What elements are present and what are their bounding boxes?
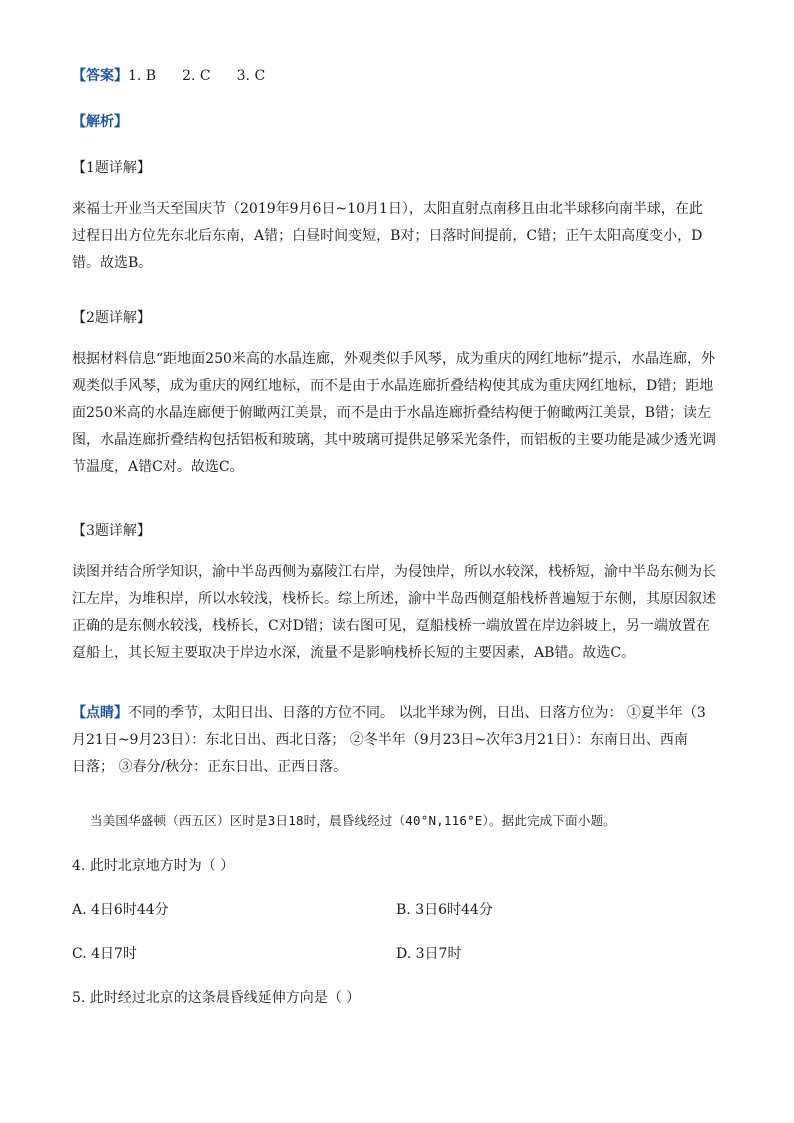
tip-line-1: 【点睛】不同的季节，太阳日出、日落的方位不同。 以北半球为例，日出、日落方位为： ①夏半年（3 (72, 705, 706, 721)
tip-paragraph (72, 700, 722, 781)
tip-label: 【点睛】 (72, 705, 128, 721)
q1-explanation (72, 196, 722, 277)
q3-line-4: 趸船上，其长短主要取决于岸边水深，流量不是影响栈桥长短的主要因素，AB错。故选C。 (72, 645, 636, 661)
question-intro: 当美国华盛顿（西五区）区时是3日18时，晨昏线经过（40°N,116°E）。据此完成下面小题。 (90, 813, 616, 828)
q1-heading: 【1题详解】 (72, 160, 151, 176)
q1-line-3: 错。故选B。 (72, 255, 153, 271)
question-4-option-d: D. 3日7时 (396, 946, 462, 962)
question-4-option-b: B. 3日6时44分 (396, 902, 493, 918)
q2-line-5: 节温度，A错C对。故选C。 (72, 459, 244, 475)
q2-line-4: 图，水晶连廊折叠结构包括铝板和玻璃，其中玻璃可提供足够采光条件，而铝板的主要功能是减少透光调 (72, 432, 716, 448)
question-4-option-c: C. 4日7时 (72, 946, 137, 962)
tip-line-2: 月21日~9月23日）：东北日出、西北日落； ②冬半年（9月23日~次年3月21日）：东南日出、西南 (72, 732, 688, 748)
q1-line-2: 过程日出方位先东北后东南，A错；白昼时间变短，B对；日落时间提前，C错；正午太阳高度变小，D (72, 228, 703, 244)
question-5-stem: 5. 此时经过北京的这条晨昏线延伸方向是（ ） (72, 990, 361, 1006)
answer-label: 【答案】 (72, 68, 128, 84)
q3-line-1: 读图并结合所学知识，渝中半岛西侧为嘉陵江右岸，为侵蚀岸，所以水较深，栈桥短，渝中半岛东侧为长 (72, 564, 716, 580)
question-4-stem: 4. 此时北京地方时为（ ） (72, 858, 235, 874)
q3-line-2: 江左岸，为堆积岸，所以水较浅，栈桥长。综上所述，渝中半岛西侧趸船栈桥普遍短于东侧，其原因叙述 (72, 591, 716, 607)
answer-item-3: 3. C (236, 68, 266, 84)
question-4-option-a: A. 4日6时44分 (72, 902, 169, 918)
q2-line-3: 面250米高的水晶连廊便于俯瞰两江美景，而不是由于水晶连廊折叠结构便于俯瞰两江美景，B错；读左 (72, 405, 712, 421)
analysis-label: 【解析】 (72, 114, 128, 130)
q2-line-2: 观类似手风琴，成为重庆的网红地标，而不是由于水晶连廊折叠结构使其成为重庆网红地标，D错；距地 (72, 378, 714, 394)
q2-heading: 【2题详解】 (72, 310, 151, 326)
answer-item-2: 2. C (182, 68, 211, 84)
tip-line-3: 日落； ③春分/秋分：正东日出、正西日落。 (72, 759, 348, 775)
q3-line-3: 正确的是东侧水较浅，栈桥长，C对D错；读右图可见，趸船栈桥一端放置在岸边斜坡上，另一端放置在 (72, 618, 710, 634)
q2-line-1: 根据材料信息“距地面250米高的水晶连廊，外观类似手风琴，成为重庆的网红地标”提示，水晶连廊，外 (72, 351, 716, 367)
q3-heading: 【3题详解】 (72, 523, 151, 539)
q3-explanation (72, 559, 722, 667)
answer-line (72, 66, 722, 86)
q1-line-1: 来福士开业当天至国庆节（2019年9月6日~10月1日），太阳直射点南移且由北半球移向南半球，在此 (72, 201, 703, 217)
q2-explanation (72, 346, 722, 481)
answer-item-1: 1. B (128, 68, 157, 84)
